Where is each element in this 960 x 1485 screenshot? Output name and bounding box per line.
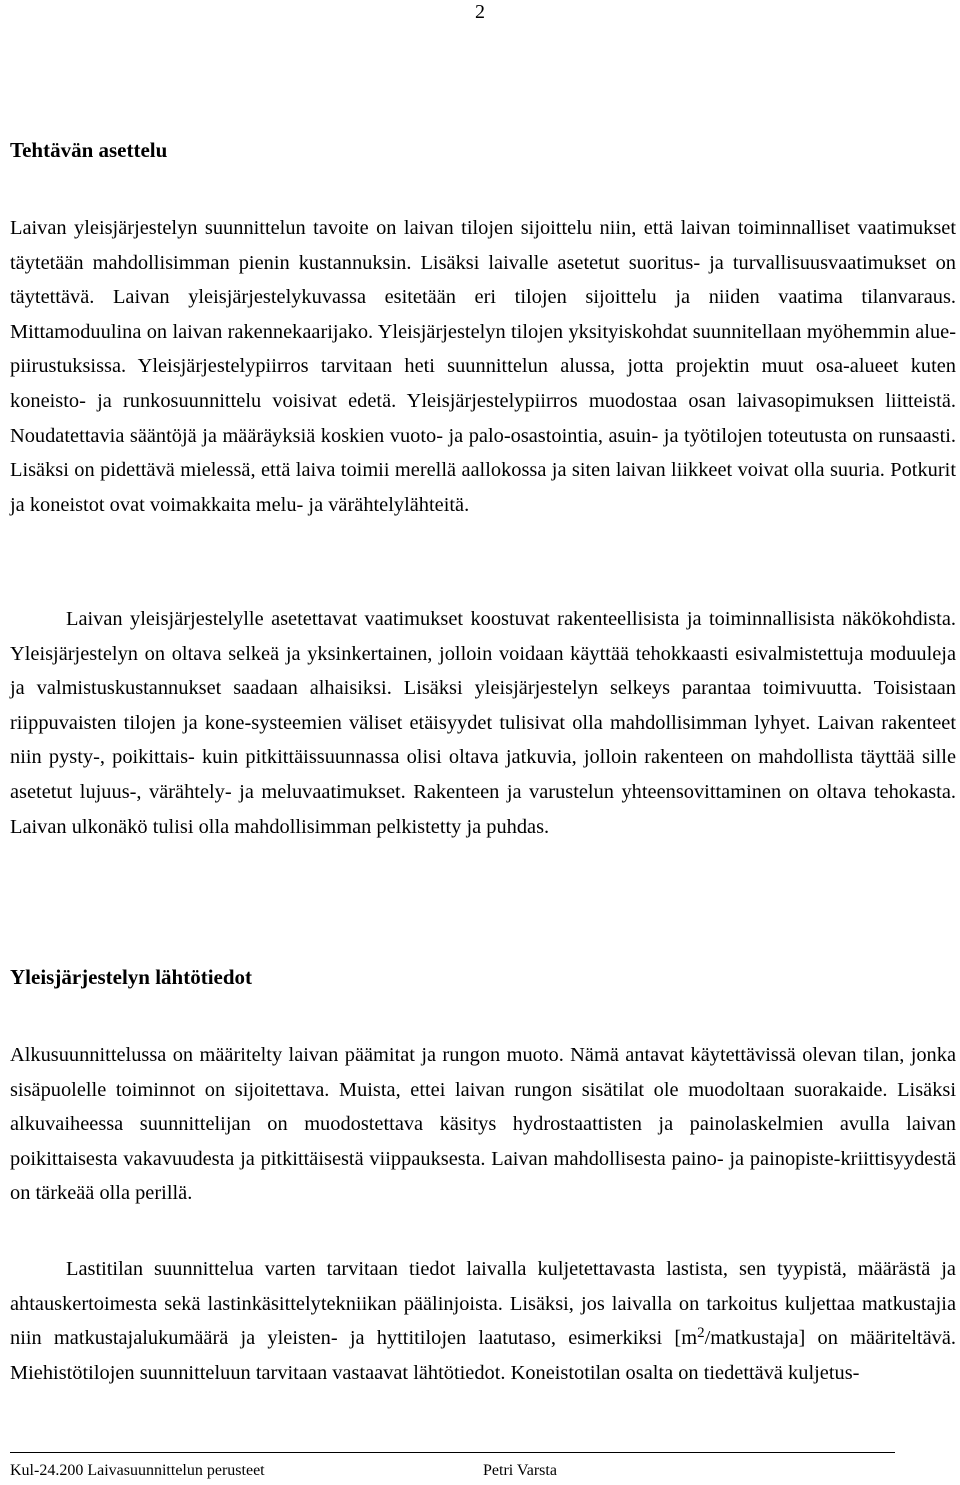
section-heading-lahtotiedot: Yleisjärjestelyn lähtötiedot: [10, 965, 253, 989]
paragraph-lahtotiedot-2: [10, 1252, 956, 1390]
section-heading-tehtavan-asettelu: Tehtävän asettelu: [10, 138, 168, 162]
unit-exponent: 2: [697, 1325, 705, 1342]
footer-author: Petri Varsta: [483, 1462, 557, 1479]
footer-divider: [10, 1452, 895, 1453]
page-number: 2: [475, 1, 485, 23]
footer-course-title: Kul-24.200 Laivasuunnittelun perusteet: [10, 1462, 265, 1479]
paragraph-lahtotiedot-1: Alkusuunnittelussa on määritelty laivan päämitat ja rungon muoto. Nämä antavat käytettävissä olevan tilan, jonka sisäpuolelle toiminnot on sijoitettava. Muista, ettei laivan rungon sisätilat ole muodoltaan suorakaide. Lisäksi alkuvaiheessa suunnittelijan on muodostettava käsitys hydrostaattisten ja painolaskelmien avulla laivan poikittaisesta vakavuudesta ja pitkittäisestä viippauksesta. Laivan mahdollisesta paino- ja painopiste-kriittisyydestä on tärkeää olla perillä.: [10, 1044, 956, 1205]
paragraph-tehtavan-asettelu-1: Laivan yleisjärjestelyn suunnittelun tavoite on laivan tilojen sijoittelu niin, että laivan toiminnalliset vaatimukset täytetään mahdollisimman pienin kustannuksin. Lisäksi laivalle asetetut suoritus- ja turvallisuusvaatimukset on täytettävä. Laivan yleisjärjestelykuvassa esitetään eri tilojen sijoittelu ja niiden vaatima tilanvaraus. Mittamoduulina on laivan rakennekaarijako. Yleisjärjestelyn tilojen yksityiskohdat suunnitellaan myöhemmin alue-piirustuksissa. Yleisjärjestelypiirros tarvitaan heti suunnittelun alussa, jotta projektin muut osa-alueet kuten koneisto- ja runkosuunnittelu voisivat edetä. Yleisjärjestelypiirros muodostaa osan laivasopimuksen liitteistä. Noudatettavia sääntöjä ja määräyksiä koskien vuoto- ja palo-osastointia, asuin- ja työtilojen toteutusta on runsaasti. Lisäksi on pidettävä mielessä, että laiva toimii merellä aallokossa ja siten laivan liikkeet voivat olla suuria. Potkurit ja koneistot ovat voimakkaita melu- ja värähtelylähteitä.: [10, 217, 956, 516]
paragraph-lahtotiedot-2-part2: /matkustaja] on määriteltävä. Miehistötilojen suunnitteluun tarvitaan vastaavat lähtötiedot. Koneistotilan osalta on tiedettävä kuljetus-: [10, 1327, 956, 1384]
paragraph-tehtavan-asettelu-2: Laivan yleisjärjestelylle asetettavat vaatimukset koostuvat rakenteellisista ja toiminnallisista näkökohdista. Yleisjärjestelyn on oltava selkeä ja yksinkertainen, jolloin voidaan käyttää tehokkaasti esivalmistettuja moduuleja ja valmistuskustannukset saadaan alhaisiksi. Lisäksi yleisjärjestelyn selkeys parantaa toimivuutta. Toisistaan riippuvaisten tilojen ja kone-systeemien väliset etäisyydet tulisivat olla mahdollisimman lyhyet. Laivan rakenteet niin pysty-, poikittais- kuin pitkittäissuunnassa olisi oltava jatkuvia, jolloin rakenteen on mahdollista täyttää sille asetetut lujuus-, värähtely- ja meluvaatimukset. Rakenteen ja varustelun yhteensovittaminen on oltava tehokasta. Laivan ulkonäkö tulisi olla mahdollisimman pelkistetty ja puhdas.: [10, 608, 956, 838]
paragraph-lahtotiedot-2-part1: Lastitilan suunnittelua varten tarvitaan tiedot laivalla kuljetettavasta lastista, sen tyypistä, määrästä ja ahtauskertoimesta sekä lastinkäsittelytekniikan päälinjoista. Lisäksi, jos laivalla on tarkoitus kuljettaa matkustajia niin matkustajalukumäärä ja yleisten- ja hyttitilojen laatutaso, esimerkiksi [m: [10, 1258, 956, 1350]
